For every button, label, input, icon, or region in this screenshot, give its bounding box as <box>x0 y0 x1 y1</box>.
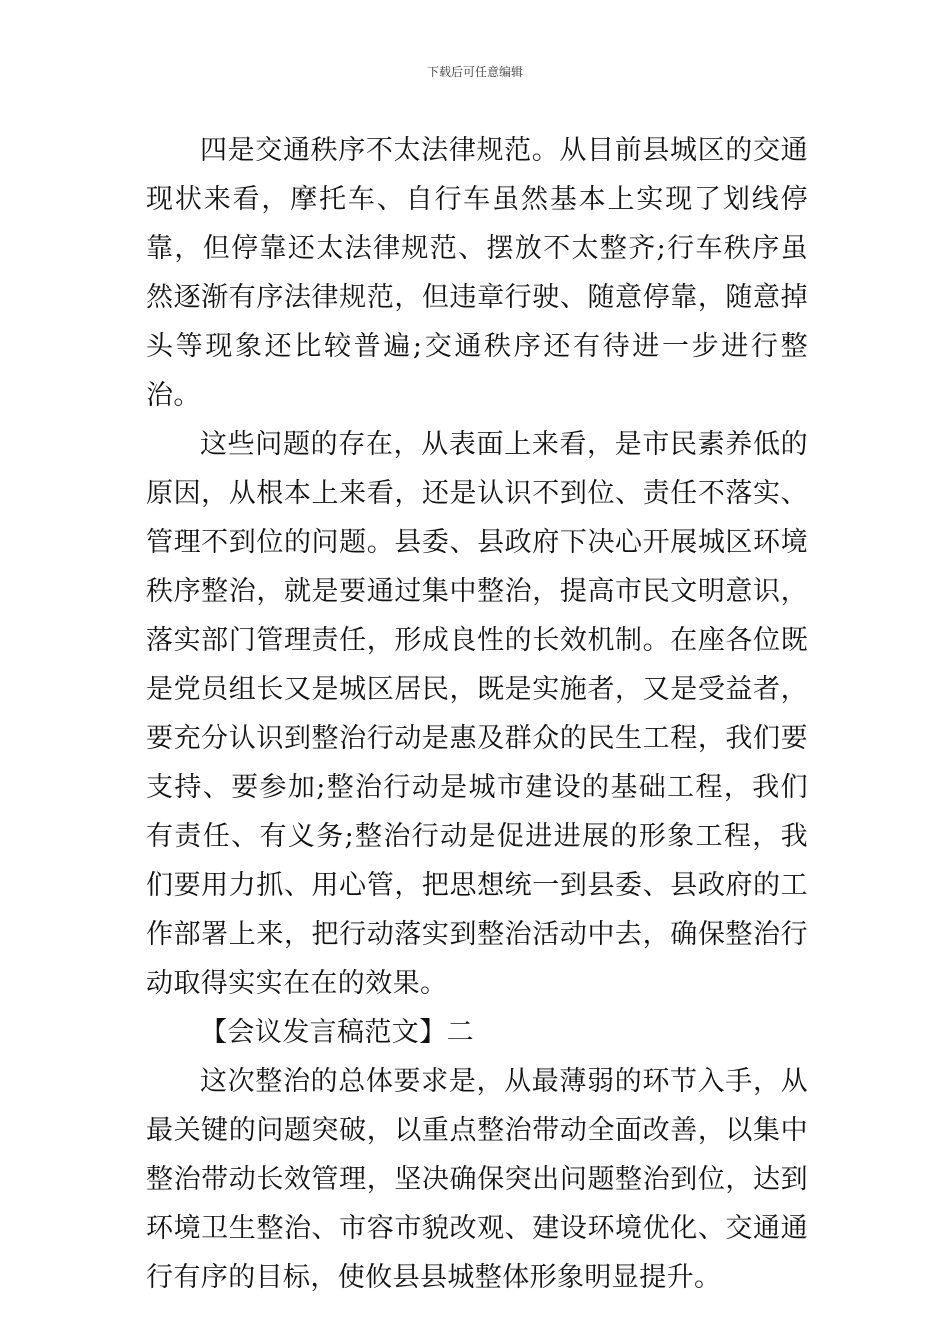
paragraph-overall-requirements: 这次整治的总体要求是，从最薄弱的环节入手，从最关键的问题突破，以重点整治带动全面改善，以集中整治带动长效管理，坚决确保突出问题整治到位，达到环境卫生整治、市容市貌改观、建设环境优化、交通通行有序的目标，使攸县县城整体形象明显提升。 <box>146 1066 808 1293</box>
page-header: 下载后可任意编辑 <box>426 65 523 79</box>
document-body <box>146 126 808 1302</box>
section-heading: 【会议发言稿范文】二 <box>200 1017 474 1048</box>
paragraph-problem-causes: 这些问题的存在，从表面上来看，是市民素养低的原因，从根本上来看，还是认识不到位、责任不落实、管理不到位的问题。县委、县政府下决心开展城区环境秩序整治，就是要通过集中整治，提高市民文明意识，落实部门管理责任，形成良性的长效机制。在座各位既是党员组长又是城区居民，既是实施者，又是受益者，要充分认识到整治行动是惠及群众的民生工程，我们要支持、要参加;整治行动是城市建设的基础工程，我们有责任、有义务;整治行动是促进进展的形象工程，我们要用力抓、用心管，把思想统一到县委、县政府的工作部署上来，把行动落实到整治活动中去，确保整治行动取得实实在在的效果。 <box>146 429 808 999</box>
paragraph-traffic-order: 四是交通秩序不太法律规范。从目前县城区的交通现状来看，摩托车、自行车虽然基本上实现了划线停靠，但停靠还太法律规范、摆放不太整齐;行车秩序虽然逐渐有序法律规范，但违章行驶、随意停靠，随意掉头等现象还比较普遍;交通秩序还有待进一步进行整治。 <box>146 135 808 411</box>
